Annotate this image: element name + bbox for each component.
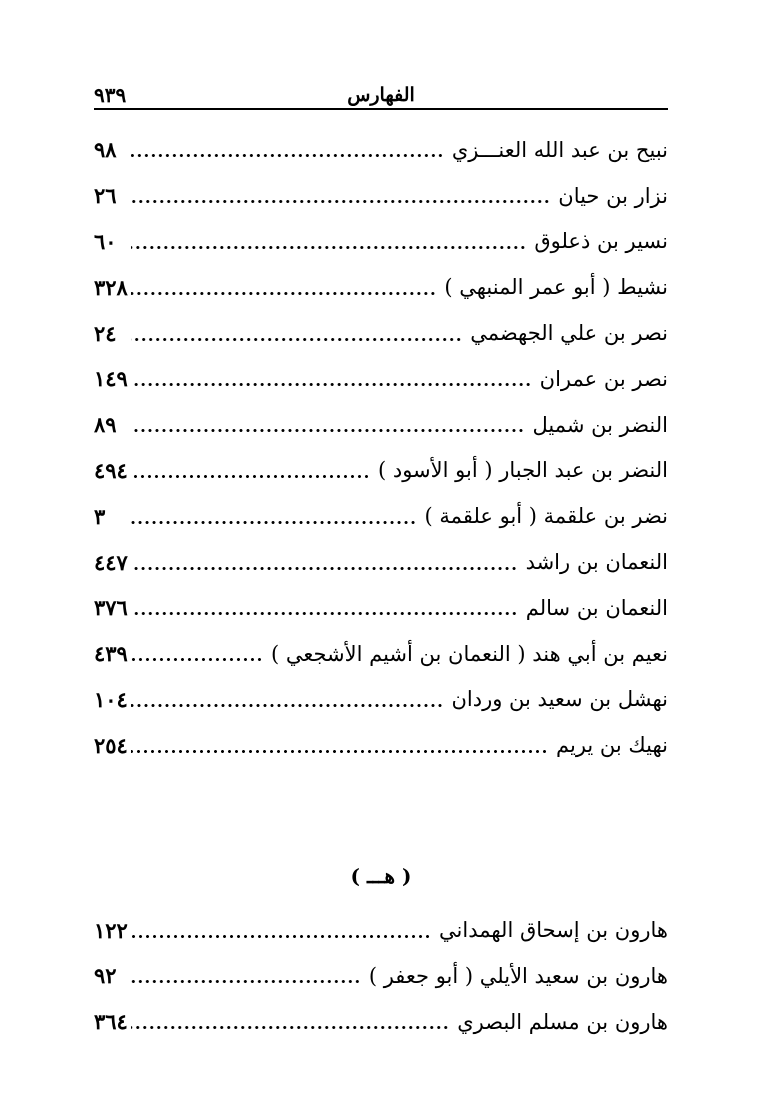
entry-page-number: ٤٩٤ <box>94 457 128 483</box>
entry-page-number: ٤٣٩ <box>94 641 128 667</box>
index-entry <box>94 127 668 173</box>
entry-page-number: ١٤٩ <box>94 366 128 392</box>
entry-page-number: ٣٢٨ <box>94 274 128 300</box>
entry-page-number: ٢٤ <box>94 320 117 346</box>
dot-leader <box>131 566 518 571</box>
page-title: الفهارس <box>347 84 415 106</box>
running-head <box>94 78 668 110</box>
entry-name: نهشل بن سعيد بن وردان <box>451 687 668 712</box>
entry-name: نبيح بن عبد الله العنـــزي <box>451 137 668 162</box>
dot-leader <box>131 337 462 342</box>
entry-page-number: ٣ <box>94 503 106 529</box>
entry-page-number: ٢٦ <box>94 183 117 209</box>
index-entry <box>94 219 668 265</box>
dot-leader <box>131 1025 449 1030</box>
index-entry <box>94 631 668 677</box>
entry-name: نصر بن علي الجهضمي <box>470 321 668 346</box>
dot-leader <box>131 199 550 204</box>
dot-leader <box>131 474 370 479</box>
index-entry <box>94 402 668 448</box>
index-entries <box>94 127 668 768</box>
entry-name: هارون بن إسحاق الهمداني <box>439 918 668 943</box>
index-entry <box>94 310 668 356</box>
index-entry <box>94 264 668 310</box>
entry-page-number: ١٢٢ <box>94 917 128 943</box>
entry-name: النعمان بن راشد <box>525 550 668 575</box>
index-entry <box>94 539 668 585</box>
index-entry <box>94 953 668 999</box>
index-entry <box>94 999 668 1045</box>
entry-name: هارون بن سعيد الأيلي ( أبو جعفر ) <box>368 963 668 988</box>
entry-name: نهيك بن يريم <box>556 733 668 758</box>
dot-leader <box>131 749 548 754</box>
entry-page-number: ٢٥٤ <box>94 732 128 758</box>
entry-name: نضر بن علقمة ( أبو علقمة ) <box>424 504 668 529</box>
index-entry <box>94 585 668 631</box>
entry-name: نشيط ( أبو عمر المنبهي ) <box>444 275 668 300</box>
entry-name: نصر بن عمران <box>539 366 668 391</box>
dot-leader <box>131 703 443 708</box>
section-heading: ( هـــ ) <box>350 864 412 889</box>
entry-name: هارون بن مسلم البصري <box>457 1009 668 1034</box>
page-number: ٩٣٩ <box>94 83 127 107</box>
entry-name: نسير بن ذعلوق <box>534 229 668 254</box>
dot-leader <box>131 520 417 525</box>
entry-page-number: ٨٩ <box>94 412 117 438</box>
entry-name: النعمان بن سالم <box>525 595 668 620</box>
index-entry <box>94 173 668 219</box>
index-entry <box>94 448 668 494</box>
entry-name: نعيم بن أبي هند ( النعمان بن أشيم الأشجعي ) <box>270 641 668 666</box>
index-entry <box>94 722 668 768</box>
dot-leader <box>131 153 444 158</box>
dot-leader <box>131 934 431 939</box>
dot-leader <box>131 657 263 662</box>
entry-page-number: ١٠٤ <box>94 686 128 712</box>
dot-leader <box>131 291 436 296</box>
dot-leader <box>131 428 524 433</box>
dot-leader <box>131 245 526 250</box>
index-entries-ha <box>94 907 668 1044</box>
index-entry <box>94 907 668 953</box>
entry-page-number: ٩٨ <box>94 137 117 163</box>
entry-page-number: ٤٤٧ <box>94 549 128 575</box>
entry-page-number: ٦٠ <box>94 228 117 254</box>
dot-leader <box>131 611 518 616</box>
entry-page-number: ٣٦٤ <box>94 1009 128 1035</box>
dot-leader <box>131 979 361 984</box>
index-entry <box>94 356 668 402</box>
entry-page-number: ٩٢ <box>94 963 117 989</box>
dot-leader <box>131 382 532 387</box>
entry-name: النضر بن شميل <box>532 412 668 437</box>
entry-page-number: ٣٧٦ <box>94 595 128 621</box>
index-entry <box>94 493 668 539</box>
entry-name: النضر بن عبد الجبار ( أبو الأسود ) <box>377 458 668 483</box>
entry-name: نزار بن حيان <box>558 183 668 208</box>
index-page <box>94 78 668 1038</box>
index-entry <box>94 677 668 723</box>
